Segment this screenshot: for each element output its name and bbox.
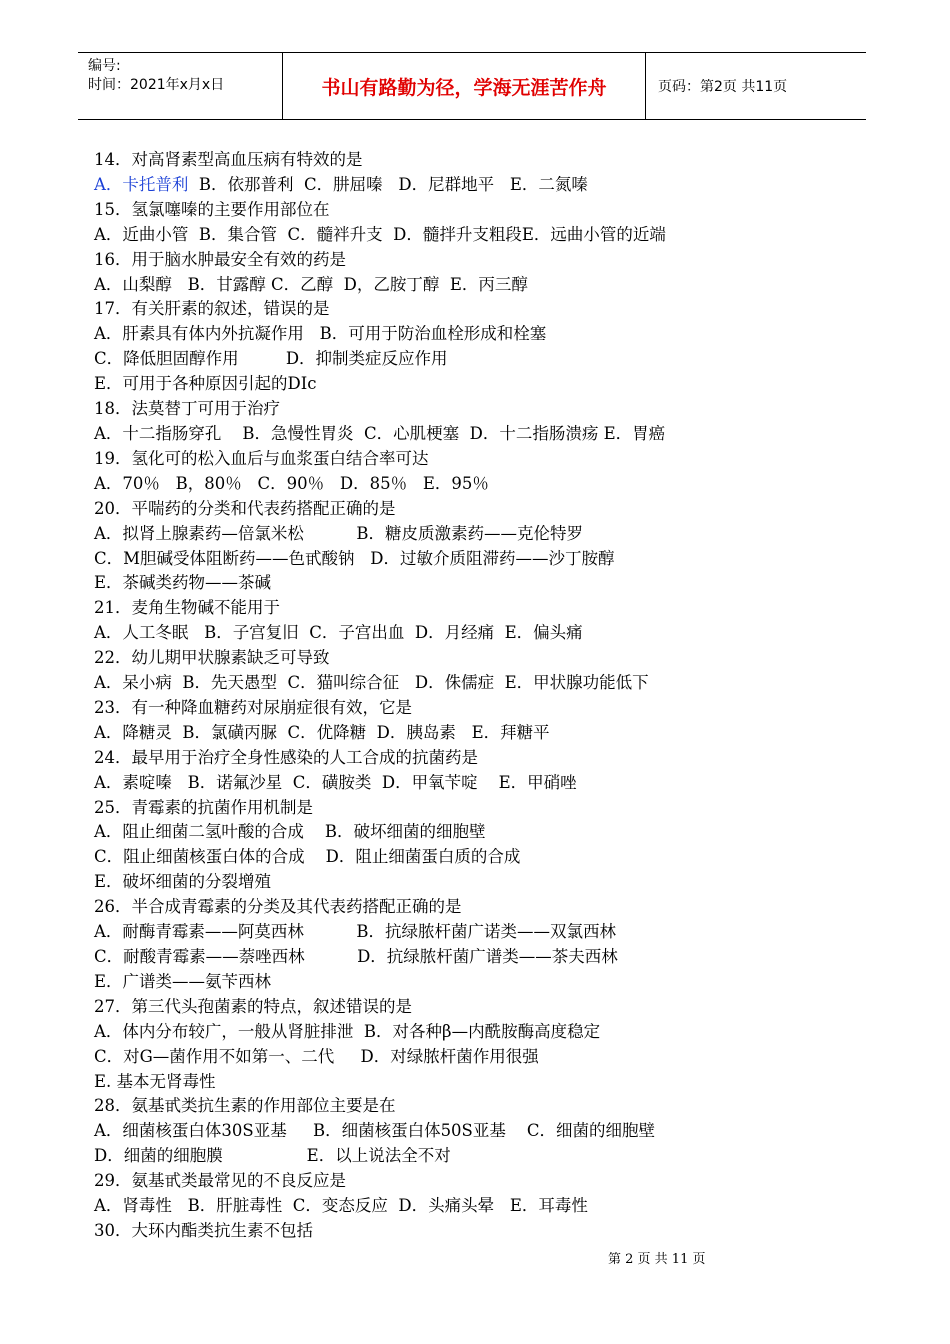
answer-options: A．肝素具有体内外抗凝作用 B．可用于防治血栓形成和栓塞 bbox=[94, 324, 547, 344]
option-rest: B．依那普利 C．肼屈嗪 D．尼群地平 E．二氮嗪 bbox=[188, 174, 588, 194]
page-header bbox=[78, 52, 866, 120]
highlighted-answer: A．卡托普利 bbox=[94, 174, 189, 194]
answer-options: A．降糖灵 B．氯磺丙脲 C．优降糖 D．胰岛素 E．拜糖平 bbox=[94, 722, 550, 742]
answer-options: A．山梨醇 B．甘露醇 C．乙醇 D，乙胺丁醇 E．丙三醇 bbox=[94, 274, 528, 294]
header-meta bbox=[88, 57, 278, 95]
answer-options bbox=[94, 173, 874, 198]
question-text: 17．有关肝素的叙述，错误的是 bbox=[94, 299, 330, 319]
answer-options: A．十二指肠穿孔 B．急慢性胃炎 C．心肌梗塞 D．十二指肠溃疡 E．胃癌 bbox=[94, 423, 666, 443]
answer-options: C．降低胆固醇作用 D．抑制类症反应作用 bbox=[94, 349, 448, 369]
answer-options: D．细菌的细胞膜 E．以上说法全不对 bbox=[94, 1146, 451, 1166]
answer-options: A．阻止细菌二氢叶酸的合成 B．破坏细菌的细胞壁 bbox=[94, 822, 486, 842]
header-motto: 书山有路勤为径，学海无涯苦作舟 bbox=[282, 53, 646, 119]
question-text: 18．法莫替丁可用于治疗 bbox=[94, 399, 280, 419]
answer-options: C．耐酸青霉素——萘唑西林 D．抗绿脓杆菌广谱类——茶夫西林 bbox=[94, 947, 618, 966]
question-text: 29．氨基甙类最常见的不良反应是 bbox=[94, 1171, 346, 1191]
answer-options: C．阻止细菌核蛋白体的合成 D．阻止细菌蛋白质的合成 bbox=[94, 847, 521, 867]
question-text: 25．青霉素的抗菌作用机制是 bbox=[94, 797, 313, 817]
answer-options: A．呆小病 B．先天愚型 C．猫叫综合征 D．侏儒症 E．甲状腺功能低下 bbox=[94, 673, 649, 693]
answer-options: A．肾毒性 B．肝脏毒性 C．变态反应 D．头痛头晕 E．耳毒性 bbox=[94, 1196, 588, 1216]
question-text: 20．平喘药的分类和代表药搭配正确的是 bbox=[94, 498, 396, 518]
answer-options: E．可用于各种原因引起的DIc bbox=[94, 374, 317, 394]
question-text: 27．第三代头孢菌素的特点，叙述错误的是 bbox=[94, 996, 412, 1016]
answer-options: A．人工冬眠 B．子宫复旧 C．子宫出血 D．月经痛 E．偏头痛 bbox=[94, 623, 583, 643]
answer-options: A．拟肾上腺素药—倍氯米松 B．糖皮质激素药——克伦特罗 bbox=[94, 523, 583, 543]
document-number-label: 编号: bbox=[88, 58, 121, 74]
header-page-info: 页码：第2页 共11页 bbox=[658, 79, 788, 95]
answer-options: C．对G—菌作用不如第一、二代 D．对绿脓杆菌作用很强 bbox=[94, 1046, 539, 1066]
answer-options: A．细菌核蛋白体30S亚基 B．细菌核蛋白体50S亚基 C．细菌的细胞壁 bbox=[94, 1121, 655, 1141]
answer-options: E．破坏细菌的分裂增殖 bbox=[94, 872, 272, 892]
answer-options: A．素啶嗪 B．诺氟沙星 C．磺胺类 D．甲氧苄啶 E．甲硝唑 bbox=[94, 772, 577, 792]
answer-options: E．茶碱类药物——茶碱 bbox=[94, 573, 272, 593]
question-text: 23．有一种降血糖药对尿崩症很有效，它是 bbox=[94, 697, 412, 717]
page-footer: 第 2 页 共 11 页 bbox=[608, 1252, 706, 1267]
question-text: 14．对高肾素型高血压病有特效的是 bbox=[94, 150, 363, 169]
answer-options: A．近曲小管 B．集合管 C．髓袢升支 D．髓拌升支粗段E．远曲小管的近端 bbox=[94, 224, 666, 244]
question-text: 22．幼儿期甲状腺素缺乏可导致 bbox=[94, 648, 330, 668]
question-text: 19．氢化可的松入血后与血浆蛋白结合率可达 bbox=[94, 448, 429, 468]
question-list bbox=[94, 148, 874, 1244]
question-text: 26．半合成青霉素的分类及其代表药搭配正确的是 bbox=[94, 897, 462, 917]
question-text: 24．最早用于治疗全身性感染的人工合成的抗菌药是 bbox=[94, 747, 478, 767]
answer-options: C．M胆碱受体阻断药——色甙酸钠 D．过敏介质阻滞药——沙丁胺醇 bbox=[94, 548, 615, 568]
question-text: 15．氢氯噻嗪的主要作用部位在 bbox=[94, 199, 330, 219]
document-time-label: 时间：2021年x月x日 bbox=[88, 77, 225, 93]
answer-options: E. 基本无肾毒性 bbox=[94, 1071, 216, 1091]
answer-options: A．体内分布较广，一般从肾脏排泄 B．对各种β—内酰胺酶高度稳定 bbox=[94, 1021, 601, 1041]
answer-options: A．70％ B，80％ C．90％ D．85％ E．95％ bbox=[94, 473, 489, 493]
question-text: 28．氨基甙类抗生素的作用部位主要是在 bbox=[94, 1096, 396, 1116]
question-text: 16．用于脑水肿最安全有效的药是 bbox=[94, 249, 346, 269]
answer-options: E．广谱类——氨苄西林 bbox=[94, 971, 272, 991]
question-text: 30．大环内酯类抗生素不包括 bbox=[94, 1220, 313, 1240]
question-text: 21．麦角生物碱不能用于 bbox=[94, 598, 280, 618]
answer-options: A．耐酶青霉素——阿莫西林 B．抗绿脓杆菌广诺类——双氯西林 bbox=[94, 922, 616, 942]
